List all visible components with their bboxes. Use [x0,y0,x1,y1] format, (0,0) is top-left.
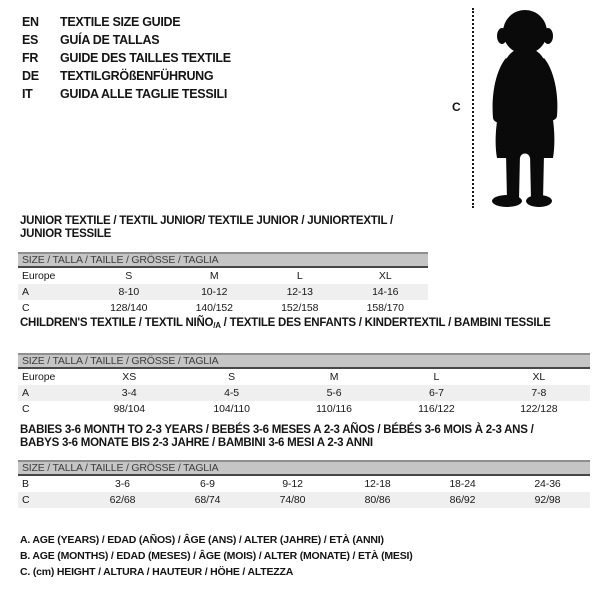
language-row-es [22,31,231,49]
size-cell: S [228,371,236,383]
children-title-text: / TEXTILE DES ENFANTS / KINDERTEXTIL / BAMBINI TESSILE [220,317,551,329]
height-cell: 104/110 [213,403,250,415]
height-cell: 74/80 [279,494,306,506]
row-label: C [22,403,30,415]
footnote-a: A. AGE (YEARS) / EDAD (AÑOS) / ÂGE (ANS) / ALTER (JAHRE) / ETÀ (ANNI) [20,534,384,546]
size-cell: XL [532,371,546,383]
age-cell: 9-12 [282,478,303,490]
age-cell: 14-16 [372,286,399,298]
size-cell: L [296,270,303,282]
size-cell: XL [378,270,392,282]
size-cell: M [209,270,219,282]
age-cell: 7-8 [531,387,547,399]
size-cell: S [125,270,133,282]
children-size-header-bar: SIZE / TALLA / TAILLE / GRÖSSE / TAGLIA [18,353,590,369]
junior-age-row [18,284,428,300]
height-cell: 128/140 [110,302,148,314]
row-label: Europe [22,270,56,282]
junior-height-row [18,300,428,316]
junior-europe-row [18,268,428,284]
junior-section-title: JUNIOR TEXTILE / TEXTIL JUNIOR/ TEXTILE JUNIOR / JUNIORTEXTIL / JUNIOR TESSILE [20,215,393,240]
junior-section [18,215,428,316]
height-cell: 86/92 [449,494,476,506]
language-row-fr [22,49,231,67]
babies-size-header-bar: SIZE / TALLA / TAILLE / GRÖSSE / TAGLIA [18,460,590,476]
age-cell: 6-9 [200,478,215,490]
height-measure-label: C [452,100,461,114]
language-code: EN [22,15,39,29]
children-europe-row [18,369,590,385]
language-code: FR [22,51,39,65]
age-cell: 10-12 [201,286,228,298]
children-age-row [18,385,590,401]
size-cell: L [433,371,440,383]
age-cell: 12-18 [364,478,391,490]
baby-silhouette-image [481,8,571,208]
babies-section [18,424,590,508]
babies-section-title-line2: BABYS 3-6 MONATE BIS 2-3 JAHRE / BAMBINI 3-6 MESI A 2-3 ANNI [20,437,373,449]
height-cell: 98/104 [113,403,145,415]
height-cell: 158/170 [366,302,404,314]
children-section [18,317,590,417]
size-cell: XS [122,371,137,383]
height-cell: 122/128 [520,403,558,415]
babies-age-row [18,476,590,492]
language-title: GUIDA ALLE TAGLIE TESSILI [60,87,228,101]
age-cell: 24-36 [534,478,561,490]
children-title-subscript: /A [213,321,221,330]
age-cell: 18-24 [449,478,476,490]
footnote-b: B. AGE (MONTHS) / EDAD (MESES) / ÂGE (MOIS) / ALTER (MONATE) / ETÀ (MESI) [20,550,413,562]
row-label: C [22,494,30,506]
age-cell: 3-6 [115,478,130,490]
language-title: TEXTILE SIZE GUIDE [60,15,181,29]
age-cell: 4-5 [224,387,240,399]
children-title-text: CHILDREN'S TEXTILE / TEXTIL NIÑO [20,317,214,329]
footnote-c: C. (cm) HEIGHT / ALTURA / HAUTEUR / HÖHE / ALTEZZA [20,566,294,578]
row-label: B [22,478,29,490]
children-height-row [18,401,590,417]
language-title: GUÍA DE TALLAS [60,33,160,47]
language-code: IT [22,87,33,101]
size-cell: M [329,371,339,383]
height-cell: 68/74 [194,494,221,506]
age-cell: 12-13 [286,286,313,298]
height-cell: 110/116 [316,403,352,415]
language-code: ES [22,33,39,47]
height-cell: 116/122 [418,403,455,415]
language-row-it [22,85,231,103]
language-row-de [22,67,231,85]
height-dotted-line [472,8,474,208]
row-label: Europe [22,371,56,383]
babies-height-row [18,492,590,508]
age-cell: 5-6 [326,387,342,399]
height-cell: 92/98 [534,494,561,506]
age-cell: 8-10 [118,286,140,298]
height-cell: 140/152 [195,302,233,314]
language-title: TEXTILGRÖßENFÜHRUNG [60,69,214,83]
row-label: A [22,387,29,399]
row-label: A [22,286,29,298]
height-cell: 80/86 [364,494,391,506]
junior-size-header-bar: SIZE / TALLA / TAILLE / GRÖSSE / TAGLIA [18,252,428,268]
row-label: C [22,302,30,314]
footnote-legend [20,532,413,580]
children-section-title [18,317,590,332]
babies-section-title-line1: BABIES 3-6 MONTH TO 2-3 YEARS / BEBÉS 3-6 MESES A 2-3 AÑOS / BÉBÉS 3-6 MOIS À 2-3 ANS / [20,424,534,436]
language-code: DE [22,69,39,83]
age-cell: 6-7 [428,387,444,399]
height-cell: 152/158 [281,302,319,314]
language-title: GUIDE DES TAILLES TEXTILE [60,51,231,65]
height-cell: 62/68 [109,494,136,506]
age-cell: 3-4 [121,387,137,399]
language-legend [22,13,231,103]
language-row-en [22,13,231,31]
